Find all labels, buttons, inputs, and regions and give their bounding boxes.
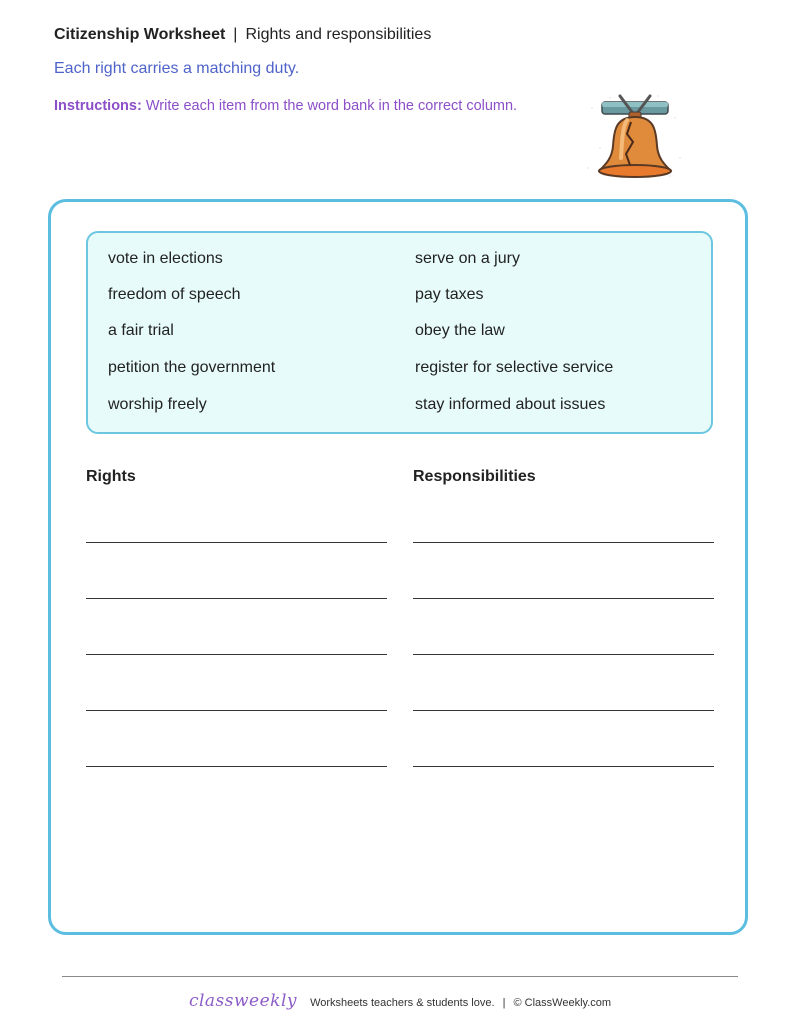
instructions-text: Write each item from the word bank in the correct column. (145, 98, 518, 114)
word-bank-item: serve on a jury (415, 250, 520, 267)
word-bank-item: register for selective service (415, 359, 614, 376)
instructions-label: Instructions: (54, 98, 142, 114)
responsibilities-answer-line[interactable] (413, 710, 714, 711)
rights-answer-line[interactable] (86, 766, 387, 767)
word-bank-item: petition the government (108, 359, 276, 376)
responsibilities-answer-line[interactable] (413, 542, 714, 543)
word-bank-item: a fair trial (108, 322, 174, 339)
title-separator: | (233, 26, 238, 43)
brand-logo: classweekly (188, 991, 297, 1011)
word-bank-item: obey the law (415, 322, 505, 339)
rights-answer-line[interactable] (86, 710, 387, 711)
instructions (54, 98, 517, 114)
footer-tagline: Worksheets teachers & students love. (310, 997, 495, 1009)
rights-column-heading: Rights (86, 468, 136, 485)
word-bank-item: vote in elections (108, 250, 223, 267)
word-bank-item: pay taxes (415, 286, 484, 303)
footer-divider (62, 976, 738, 977)
worksheet-title: Citizenship Worksheet (54, 26, 226, 43)
word-bank-item: freedom of speech (108, 286, 241, 303)
worksheet-topic: Rights and responsibilities (245, 26, 432, 43)
rights-answer-line[interactable] (86, 654, 387, 655)
subtitle: Each right carries a matching duty. (54, 60, 300, 77)
rights-answer-line[interactable] (86, 542, 387, 543)
footer (0, 991, 800, 1011)
page-title (54, 26, 431, 44)
responsibilities-answer-line[interactable] (413, 598, 714, 599)
responsibilities-column-heading: Responsibilities (413, 468, 536, 485)
liberty-bell-icon (580, 88, 690, 184)
word-bank-item: worship freely (108, 396, 207, 413)
footer-copyright: © ClassWeekly.com (513, 997, 612, 1009)
rights-answer-line[interactable] (86, 598, 387, 599)
responsibilities-answer-line[interactable] (413, 766, 714, 767)
word-bank-item: stay informed about issues (415, 396, 606, 413)
footer-separator: | (502, 997, 506, 1009)
responsibilities-answer-line[interactable] (413, 654, 714, 655)
